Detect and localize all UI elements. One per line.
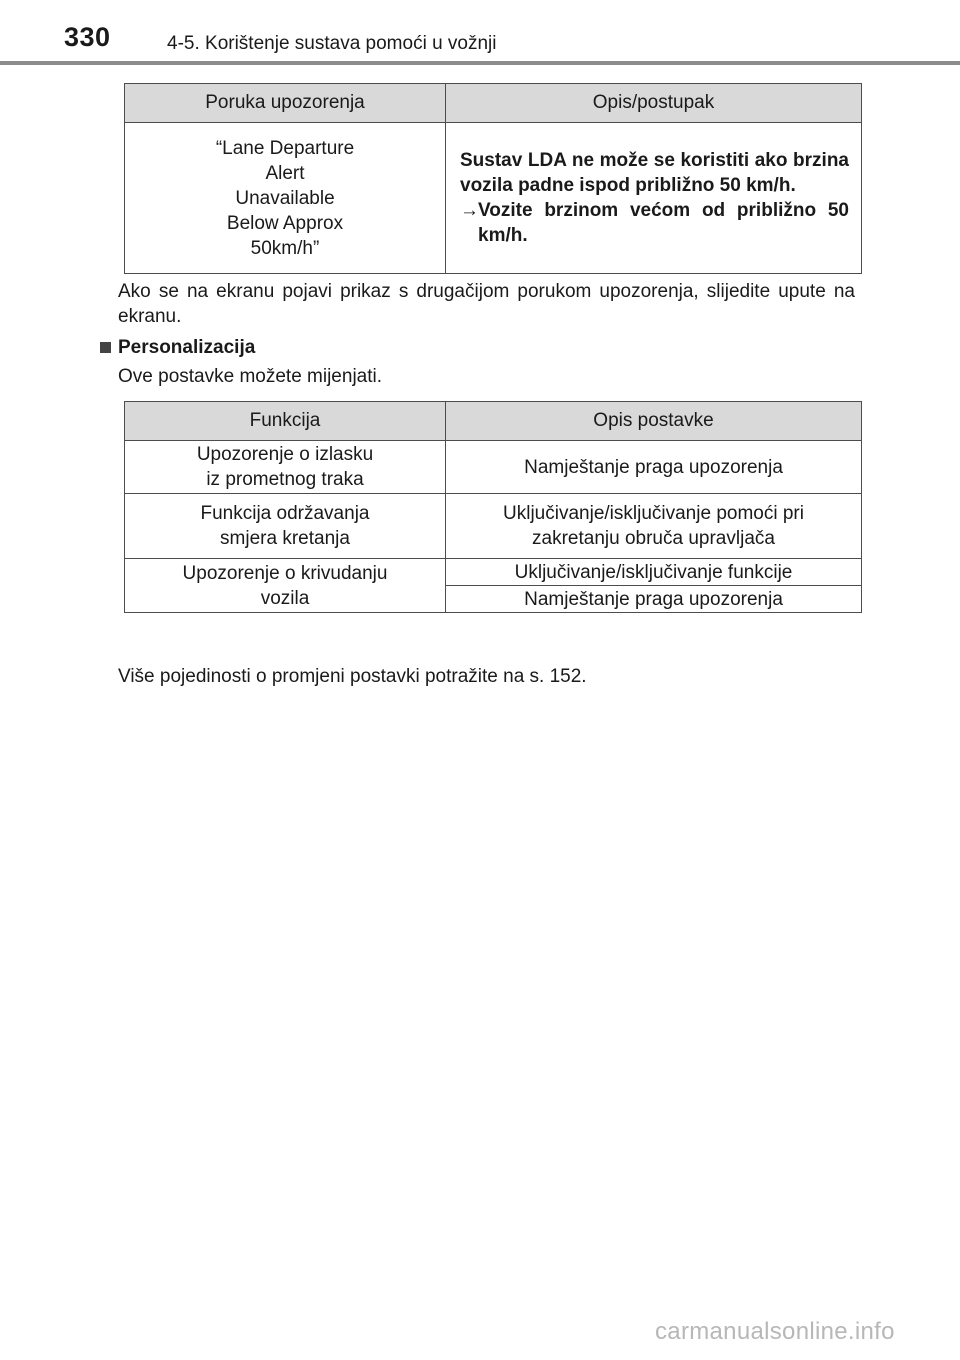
message-line: Below Approx	[226, 212, 344, 234]
page-reference-note: Više pojedinosti o promjeni postavki potražite na s. 152.	[118, 666, 587, 687]
function-line: Upozorenje o izlasku	[196, 444, 374, 465]
arrow-right-icon: →	[460, 200, 479, 221]
setting-cell: Uključivanje/isključivanje pomoći pri zakretanju obruča upravljača	[446, 494, 862, 559]
column-header-description: Opis/postupak	[446, 84, 862, 123]
message-line: Unavailable	[235, 187, 335, 209]
function-line: Upozorenje o krivudanju	[182, 562, 388, 584]
warning-description: Sustav LDA ne može se koristiti ako brzina vozila padne ispod približno 50 km/h.	[460, 150, 849, 196]
function-cell	[125, 559, 446, 613]
column-header-message: Poruka upozorenja	[125, 84, 446, 123]
table-row	[125, 494, 862, 559]
function-line: smjera kretanja	[220, 528, 350, 549]
message-line: “Lane Departure	[215, 137, 355, 159]
watermark: carmanualsonline.info	[655, 1318, 895, 1345]
column-header-function: Funkcija	[125, 402, 446, 441]
page-header	[0, 0, 960, 66]
action-line	[460, 198, 849, 248]
function-cell	[125, 441, 446, 494]
warning-message-table	[124, 83, 862, 274]
setting-cell: Uključivanje/isključivanje funkcije	[446, 559, 862, 586]
warning-description-cell	[446, 123, 862, 274]
function-cell	[125, 494, 446, 559]
personalization-heading	[100, 335, 255, 360]
square-bullet-icon	[100, 342, 111, 353]
function-line: vozila	[260, 587, 310, 609]
personalization-heading-text: Personalizacija	[118, 337, 256, 358]
section-title: 4-5. Korištenje sustava pomoći u vožnji	[167, 33, 497, 54]
function-line: Funkcija održavanja	[200, 503, 370, 524]
warning-message-cell	[125, 123, 446, 274]
page-number: 330	[64, 22, 111, 52]
setting-cell: Namještanje praga upozorenja	[446, 441, 862, 494]
header-divider	[0, 61, 960, 65]
table-row	[125, 559, 862, 586]
warning-action: Vozite brzinom većom od približno 50 km/h.	[478, 200, 849, 246]
column-header-setting: Opis postavke	[446, 402, 862, 441]
message-line: Alert	[265, 162, 305, 184]
table-row	[125, 441, 862, 494]
setting-cell: Namještanje praga upozorenja	[446, 586, 862, 613]
table-header-row	[125, 84, 862, 123]
personalization-intro: Ove postavke možete mijenjati.	[118, 366, 383, 387]
message-line: 50km/h”	[250, 237, 320, 259]
other-warnings-paragraph: Ako se na ekranu pojavi prikaz s drugačijom porukom upozorenja, slijedite upute na ekranu.	[118, 281, 855, 327]
settings-table	[124, 401, 862, 613]
table-header-row	[125, 402, 862, 441]
table-row	[125, 123, 862, 274]
function-line: iz prometnog traka	[206, 469, 364, 490]
